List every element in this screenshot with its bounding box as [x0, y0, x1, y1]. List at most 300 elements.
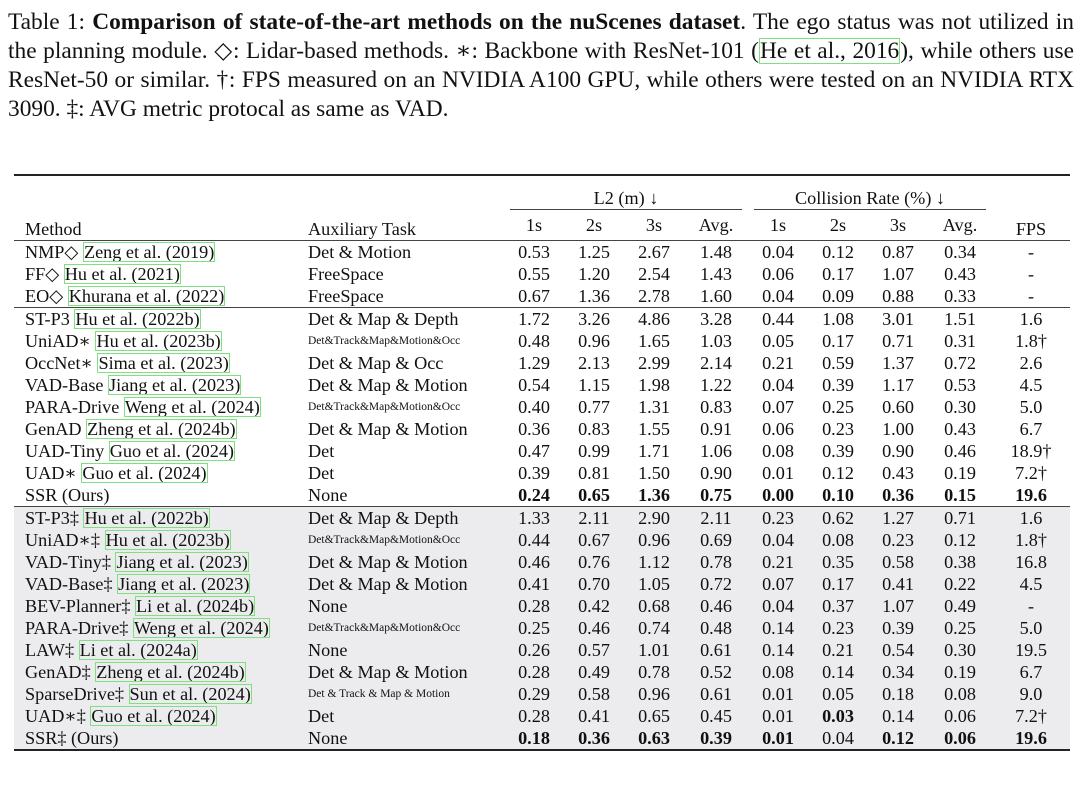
collision-1s-cell: 0.04	[762, 286, 794, 306]
collision-3s-cell: 0.43	[882, 463, 914, 483]
l2-avg-cell: 0.90	[700, 463, 732, 483]
table-row	[14, 396, 1070, 418]
collision-3s-cell: 0.90	[882, 441, 914, 461]
collision-2s-cell: 0.23	[808, 617, 868, 639]
collision-avg-cell: 0.25	[928, 617, 992, 639]
l2-2s-cell: 0.81	[578, 463, 610, 483]
collision-2s-cell: 0.37	[808, 595, 868, 617]
citation-link[interactable]: Li et al. (2024b)	[135, 596, 255, 616]
collision-2s-cell: 0.23	[822, 419, 854, 439]
l2-1s-cell: 0.48	[518, 331, 550, 351]
l2-1s-cell: 0.40	[518, 397, 550, 417]
l2-3s-cell: 2.99	[638, 353, 670, 373]
citation-link[interactable]: Li et al. (2024a)	[79, 640, 197, 660]
collision-2s-cell: 0.12	[808, 241, 868, 264]
citation-link[interactable]: Zheng et al. (2024b)	[87, 419, 236, 439]
aux-task-cell: FreeSpace	[308, 264, 384, 284]
fps-cell: 1.8†	[992, 529, 1070, 551]
collision-avg-cell: 0.19	[928, 661, 992, 683]
method-name: GenAD	[25, 419, 82, 439]
collision-2s-cell: 0.17	[822, 264, 854, 284]
collision-2s-cell: 0.62	[808, 507, 868, 530]
header-aux: Auxiliary Task	[308, 219, 417, 239]
collision-3s-cell: 0.71	[882, 331, 914, 351]
collision-1s-cell: 0.21	[748, 551, 808, 573]
collision-3s-cell: 0.23	[868, 529, 928, 551]
l2-3s-cell: 2.67	[624, 241, 684, 264]
aux-task-cell: None	[308, 485, 348, 505]
fps-cell: 1.6	[992, 308, 1070, 331]
citation-link[interactable]: Zeng et al. (2019)	[83, 242, 215, 262]
collision-3s-cell: 0.41	[868, 573, 928, 595]
fps-cell: 19.6	[992, 727, 1070, 750]
method-name: SSR (Ours)	[25, 485, 110, 505]
method-name: VAD-Base	[25, 375, 104, 395]
subheader-l2-3s: 3s	[645, 215, 663, 235]
l2-avg-cell: 2.11	[684, 507, 748, 530]
l2-1s-cell: 0.25	[504, 617, 564, 639]
collision-2s-cell: 0.25	[822, 397, 854, 417]
l2-3s-cell: 1.98	[638, 375, 670, 395]
aux-task-cell: Det&Track&Map&Motion&Occ	[304, 529, 504, 551]
citation-link[interactable]: He et al., 2016	[759, 38, 900, 64]
fps-cell: 5.0	[992, 617, 1070, 639]
method-name: VAD-Tiny‡	[25, 552, 111, 572]
method-cell	[14, 639, 304, 661]
citation-link[interactable]: Weng et al. (2024)	[133, 618, 269, 638]
table-row	[14, 595, 1070, 617]
collision-avg-cell: 0.49	[928, 595, 992, 617]
fps-cell: 1.6	[992, 507, 1070, 530]
l2-3s-cell: 1.12	[624, 551, 684, 573]
collision-2s-cell: 1.08	[808, 308, 868, 331]
l2-1s-cell: 0.44	[504, 529, 564, 551]
citation-link[interactable]: Khurana et al. (2022)	[68, 286, 225, 306]
collision-3s-cell: 0.14	[868, 705, 928, 727]
collision-2s-cell: 0.09	[822, 286, 854, 306]
citation-link[interactable]: Hu et al. (2022b)	[84, 508, 209, 528]
aux-task-cell: Det & Map & Motion	[304, 573, 504, 595]
l2-avg-cell: 0.45	[684, 705, 748, 727]
method-name: ST-P3‡	[25, 508, 79, 528]
header-collision	[748, 175, 992, 210]
collision-avg-cell: 0.72	[944, 353, 976, 373]
collision-avg-cell: 0.06	[928, 727, 992, 750]
collision-2s-cell: 0.17	[822, 331, 854, 351]
fps-cell: 7.2†	[1015, 463, 1047, 483]
method-cell	[14, 705, 304, 727]
results-table	[14, 174, 1070, 751]
table-row	[14, 484, 1070, 507]
header-collision-label: Collision Rate (%) ↓	[754, 187, 986, 210]
fps-cell: 5.0	[1019, 397, 1043, 417]
fps-cell: 1.8†	[1015, 331, 1047, 351]
collision-3s-cell: 0.12	[868, 727, 928, 750]
collision-avg-cell: 0.08	[928, 683, 992, 705]
l2-avg-cell: 0.61	[684, 683, 748, 705]
table-row	[14, 418, 1070, 440]
l2-3s-cell: 0.63	[624, 727, 684, 750]
aux-task-cell: Det & Map & Motion	[304, 551, 504, 573]
collision-1s-cell: 0.01	[748, 683, 808, 705]
collision-1s-cell: 0.04	[748, 241, 808, 264]
collision-1s-cell: 0.00	[762, 485, 794, 505]
collision-3s-cell: 0.18	[868, 683, 928, 705]
l2-1s-cell: 0.53	[504, 241, 564, 264]
l2-1s-cell: 0.29	[504, 683, 564, 705]
method-cell	[14, 484, 304, 507]
fps-cell: 19.5	[992, 639, 1070, 661]
fps-cell: -	[1027, 286, 1035, 306]
citation-link[interactable]: Jiang et al. (2023)	[116, 552, 248, 572]
fps-cell: -	[992, 241, 1070, 264]
collision-1s-cell: 0.23	[748, 507, 808, 530]
aux-task-cell: Det & Map & Occ	[308, 353, 444, 373]
method-cell	[14, 551, 304, 573]
method-cell	[14, 683, 304, 705]
fps-cell: 2.6	[1019, 353, 1043, 373]
method-cell	[14, 352, 304, 374]
l2-2s-cell: 0.57	[564, 639, 624, 661]
collision-3s-cell: 0.60	[882, 397, 914, 417]
citation-link[interactable]: Weng et al. (2024)	[124, 397, 260, 417]
l2-1s-cell: 0.36	[518, 419, 550, 439]
l2-2s-cell: 0.46	[564, 617, 624, 639]
collision-avg-cell: 0.15	[944, 485, 976, 505]
subheader-collision-Avg: Avg.	[942, 215, 978, 235]
l2-2s-cell: 0.42	[564, 595, 624, 617]
collision-3s-cell: 0.54	[868, 639, 928, 661]
method-cell	[14, 440, 304, 462]
l2-avg-cell: 0.78	[684, 551, 748, 573]
method-name: LAW‡	[25, 640, 75, 660]
collision-avg-cell: 0.12	[928, 529, 992, 551]
l2-2s-cell: 2.11	[564, 507, 624, 530]
method-cell	[14, 661, 304, 683]
subheader-collision-3s: 3s	[889, 215, 907, 235]
header-method: Method	[25, 219, 82, 239]
table-row	[14, 661, 1070, 683]
subheader-collision-2s: 2s	[829, 215, 847, 235]
collision-1s-cell: 0.04	[748, 529, 808, 551]
collision-2s-cell: 0.39	[822, 375, 854, 395]
table-row	[14, 241, 1070, 264]
collision-2s-cell: 0.14	[808, 661, 868, 683]
l2-2s-cell: 0.49	[564, 661, 624, 683]
caption-title: Comparison of state-of-the-art methods on the nuScenes dataset	[92, 9, 741, 35]
l2-2s-cell: 0.83	[578, 419, 610, 439]
collision-3s-cell: 0.36	[882, 485, 914, 505]
collision-avg-cell: 0.19	[944, 463, 976, 483]
method-cell	[14, 374, 304, 396]
l2-2s-cell: 1.25	[564, 241, 624, 264]
table-row	[14, 440, 1070, 462]
collision-avg-cell: 0.71	[928, 507, 992, 530]
aux-task-cell: Det & Track & Map & Motion	[304, 683, 504, 705]
method-name: GenAD‡	[25, 662, 91, 682]
l2-1s-cell: 1.33	[504, 507, 564, 530]
citation-link[interactable]: Hu et al. (2022b)	[75, 309, 200, 329]
collision-3s-cell: 0.88	[882, 286, 914, 306]
collision-1s-cell: 0.21	[762, 353, 794, 373]
collision-1s-cell: 0.08	[762, 441, 794, 461]
method-name: OccNet∗	[25, 353, 93, 373]
method-name: PARA-Drive	[25, 397, 120, 417]
l2-2s-cell: 2.13	[578, 353, 610, 373]
citation-link[interactable]: Hu et al. (2023b)	[105, 530, 230, 550]
collision-avg-cell: 0.43	[944, 264, 976, 284]
aux-task-cell: Det&Track&Map&Motion&Occ	[304, 617, 504, 639]
l2-1s-cell: 0.54	[518, 375, 550, 395]
aux-task-cell: Det & Map & Motion	[304, 661, 504, 683]
collision-3s-cell: 0.87	[868, 241, 928, 264]
collision-2s-cell: 0.59	[822, 353, 854, 373]
table-row	[14, 617, 1070, 639]
method-cell	[14, 727, 304, 750]
collision-avg-cell: 1.51	[928, 308, 992, 331]
subheader-l2-2s: 2s	[585, 215, 603, 235]
collision-avg-cell: 0.30	[944, 397, 976, 417]
header-l2-label: L2 (m) ↓	[510, 187, 742, 210]
l2-3s-cell: 1.65	[638, 331, 670, 351]
table-row	[14, 639, 1070, 661]
method-cell	[14, 263, 304, 285]
l2-3s-cell: 0.65	[624, 705, 684, 727]
aux-task-cell: Det & Map & Motion	[308, 375, 468, 395]
table-row	[14, 551, 1070, 573]
aux-task-cell: Det & Map & Depth	[304, 308, 504, 331]
citation-link[interactable]: Guo et al. (2024)	[91, 706, 216, 726]
collision-avg-cell: 0.33	[944, 286, 976, 306]
l2-avg-cell: 1.22	[700, 375, 732, 395]
collision-avg-cell: 0.46	[944, 441, 976, 461]
fps-cell: 6.7	[1019, 419, 1043, 439]
l2-avg-cell: 0.39	[684, 727, 748, 750]
fps-cell: -	[992, 595, 1070, 617]
l2-1s-cell: 0.28	[504, 661, 564, 683]
l2-2s-cell: 0.96	[578, 331, 610, 351]
fps-cell: 9.0	[992, 683, 1070, 705]
citation-link[interactable]: Sima et al. (2023)	[98, 353, 229, 373]
method-cell	[14, 573, 304, 595]
collision-2s-cell: 0.39	[822, 441, 854, 461]
collision-2s-cell: 0.08	[808, 529, 868, 551]
l2-2s-cell: 0.67	[564, 529, 624, 551]
l2-3s-cell: 2.78	[638, 286, 670, 306]
citation-link[interactable]: Jiang et al. (2023)	[118, 574, 250, 594]
l2-avg-cell: 0.52	[684, 661, 748, 683]
l2-2s-cell: 0.41	[564, 705, 624, 727]
header-l2	[504, 175, 748, 210]
l2-avg-cell: 0.83	[700, 397, 732, 417]
collision-2s-cell: 0.05	[808, 683, 868, 705]
method-name: FF◇	[25, 264, 60, 284]
caption-body-2: ), while others use ResNet-50 or similar. †: FPS measured on an NVIDIA A100 GPU, while others were tested on an NVIDIA RTX 3090. ‡: AVG metric protocal as same as VAD.	[8, 38, 1074, 122]
l2-1s-cell: 0.39	[518, 463, 550, 483]
collision-3s-cell: 1.27	[868, 507, 928, 530]
citation-link[interactable]: Jiang et al. (2023)	[109, 375, 241, 395]
collision-1s-cell: 0.04	[762, 375, 794, 395]
collision-1s-cell: 0.01	[762, 463, 794, 483]
table-row	[14, 308, 1070, 331]
l2-2s-cell: 0.36	[564, 727, 624, 750]
collision-1s-cell: 0.08	[748, 661, 808, 683]
l2-1s-cell: 1.72	[504, 308, 564, 331]
l2-3s-cell: 1.50	[638, 463, 670, 483]
l2-2s-cell: 0.99	[578, 441, 610, 461]
l2-3s-cell: 1.01	[624, 639, 684, 661]
method-name: PARA-Drive‡	[25, 618, 129, 638]
method-name: SSR‡ (Ours)	[25, 728, 119, 748]
table-row	[14, 705, 1070, 727]
l2-3s-cell: 4.86	[624, 308, 684, 331]
l2-2s-cell: 1.20	[578, 264, 610, 284]
collision-1s-cell: 0.14	[748, 639, 808, 661]
collision-3s-cell: 1.07	[882, 264, 914, 284]
l2-1s-cell: 0.41	[504, 573, 564, 595]
collision-3s-cell: 1.37	[882, 353, 914, 373]
table-row	[14, 507, 1070, 530]
caption-prefix: Table 1:	[8, 9, 93, 35]
method-name: ST-P3	[25, 309, 70, 329]
l2-avg-cell: 0.46	[684, 595, 748, 617]
collision-avg-cell: 0.06	[928, 705, 992, 727]
collision-2s-cell: 0.35	[808, 551, 868, 573]
l2-3s-cell: 0.74	[624, 617, 684, 639]
fps-cell: -	[1027, 264, 1035, 284]
collision-1s-cell: 0.06	[762, 419, 794, 439]
l2-avg-cell: 2.14	[700, 353, 732, 373]
collision-2s-cell: 0.10	[822, 485, 854, 505]
l2-1s-cell: 0.67	[518, 286, 550, 306]
l2-avg-cell: 1.43	[700, 264, 732, 284]
caption-body: . The ego status was not utilized in the planning module. ◇: Lidar-based methods. ∗: Backbone with ResNet-101 (	[8, 9, 1074, 64]
l2-avg-cell: 0.61	[684, 639, 748, 661]
l2-3s-cell: 0.96	[624, 529, 684, 551]
l2-1s-cell: 0.46	[504, 551, 564, 573]
l2-3s-cell: 2.54	[638, 264, 670, 284]
table-row	[14, 462, 1070, 484]
fps-cell: 4.5	[992, 573, 1070, 595]
l2-avg-cell: 0.69	[684, 529, 748, 551]
aux-task-cell: Det & Map & Motion	[308, 419, 468, 439]
collision-avg-cell: 0.43	[944, 419, 976, 439]
l2-avg-cell: 1.06	[700, 441, 732, 461]
method-name: UniAD∗‡	[25, 530, 101, 550]
collision-3s-cell: 0.58	[868, 551, 928, 573]
l2-3s-cell: 1.55	[638, 419, 670, 439]
l2-3s-cell: 0.68	[624, 595, 684, 617]
table-row	[14, 263, 1070, 285]
fps-cell: 4.5	[1019, 375, 1043, 395]
aux-task-cell: Det&Track&Map&Motion&Occ	[308, 401, 461, 413]
collision-2s-cell: 0.04	[808, 727, 868, 750]
aux-task-cell: Det&Track&Map&Motion&Occ	[308, 335, 461, 347]
aux-task-cell: None	[304, 595, 504, 617]
collision-3s-cell: 1.17	[882, 375, 914, 395]
method-cell	[14, 396, 304, 418]
l2-avg-cell: 1.48	[684, 241, 748, 264]
l2-3s-cell: 1.71	[638, 441, 670, 461]
l2-3s-cell: 0.96	[624, 683, 684, 705]
collision-avg-cell: 0.53	[944, 375, 976, 395]
method-cell	[14, 285, 304, 308]
l2-avg-cell: 0.48	[684, 617, 748, 639]
table-caption	[8, 8, 1074, 124]
l2-1s-cell: 0.28	[504, 595, 564, 617]
aux-task-cell: Det & Map & Depth	[304, 507, 504, 530]
method-cell	[14, 595, 304, 617]
fps-cell: 7.2†	[992, 705, 1070, 727]
citation-link[interactable]: Zheng et al. (2024b)	[96, 662, 245, 682]
l2-2s-cell: 1.36	[578, 286, 610, 306]
collision-1s-cell: 0.01	[748, 705, 808, 727]
method-name: VAD-Base‡	[25, 574, 113, 594]
table-row	[14, 330, 1070, 352]
l2-1s-cell: 1.29	[518, 353, 550, 373]
subheader-collision-1s: 1s	[769, 215, 787, 235]
citation-link[interactable]: Guo et al. (2024)	[109, 441, 234, 461]
fps-cell: 19.6	[1015, 485, 1047, 505]
table-row	[14, 573, 1070, 595]
method-name: UAD-Tiny	[25, 441, 105, 461]
l2-1s-cell: 0.55	[518, 264, 550, 284]
collision-2s-cell: 0.03	[808, 705, 868, 727]
table-row	[14, 529, 1070, 551]
l2-avg-cell: 1.03	[700, 331, 732, 351]
collision-1s-cell: 0.14	[748, 617, 808, 639]
method-cell	[14, 308, 304, 331]
aux-task-cell: None	[304, 639, 504, 661]
citation-link[interactable]: Hu et al. (2021)	[64, 264, 180, 284]
collision-2s-cell: 0.17	[808, 573, 868, 595]
l2-3s-cell: 0.78	[624, 661, 684, 683]
method-cell	[14, 617, 304, 639]
method-name: UniAD∗	[25, 331, 91, 351]
l2-2s-cell: 0.76	[564, 551, 624, 573]
l2-1s-cell: 0.18	[504, 727, 564, 750]
table-row	[14, 683, 1070, 705]
l2-2s-cell: 3.26	[564, 308, 624, 331]
collision-avg-cell: 0.38	[928, 551, 992, 573]
collision-2s-cell: 0.12	[822, 463, 854, 483]
aux-task-cell: Det	[308, 463, 335, 483]
collision-avg-cell: 0.30	[928, 639, 992, 661]
l2-2s-cell: 1.15	[578, 375, 610, 395]
citation-link[interactable]: Hu et al. (2023b)	[96, 331, 221, 351]
subheader-l2-1s: 1s	[525, 215, 543, 235]
citation-link[interactable]: Sun et al. (2024)	[129, 684, 251, 704]
method-cell	[14, 241, 304, 264]
table-row	[14, 374, 1070, 396]
l2-3s-cell: 1.05	[624, 573, 684, 595]
method-cell	[14, 418, 304, 440]
method-name: SparseDrive‡	[25, 684, 124, 704]
aux-task-cell: FreeSpace	[308, 286, 384, 306]
citation-link[interactable]: Guo et al. (2024)	[82, 463, 207, 483]
method-name: NMP◇	[25, 242, 79, 262]
l2-3s-cell: 1.36	[638, 485, 670, 505]
fps-cell: 16.8	[992, 551, 1070, 573]
l2-2s-cell: 0.58	[564, 683, 624, 705]
l2-2s-cell: 0.70	[564, 573, 624, 595]
l2-avg-cell: 0.91	[700, 419, 732, 439]
subheader-l2-Avg: Avg.	[698, 215, 734, 235]
collision-3s-cell: 0.34	[868, 661, 928, 683]
l2-3s-cell: 1.31	[638, 397, 670, 417]
collision-3s-cell: 0.39	[868, 617, 928, 639]
method-cell	[14, 529, 304, 551]
